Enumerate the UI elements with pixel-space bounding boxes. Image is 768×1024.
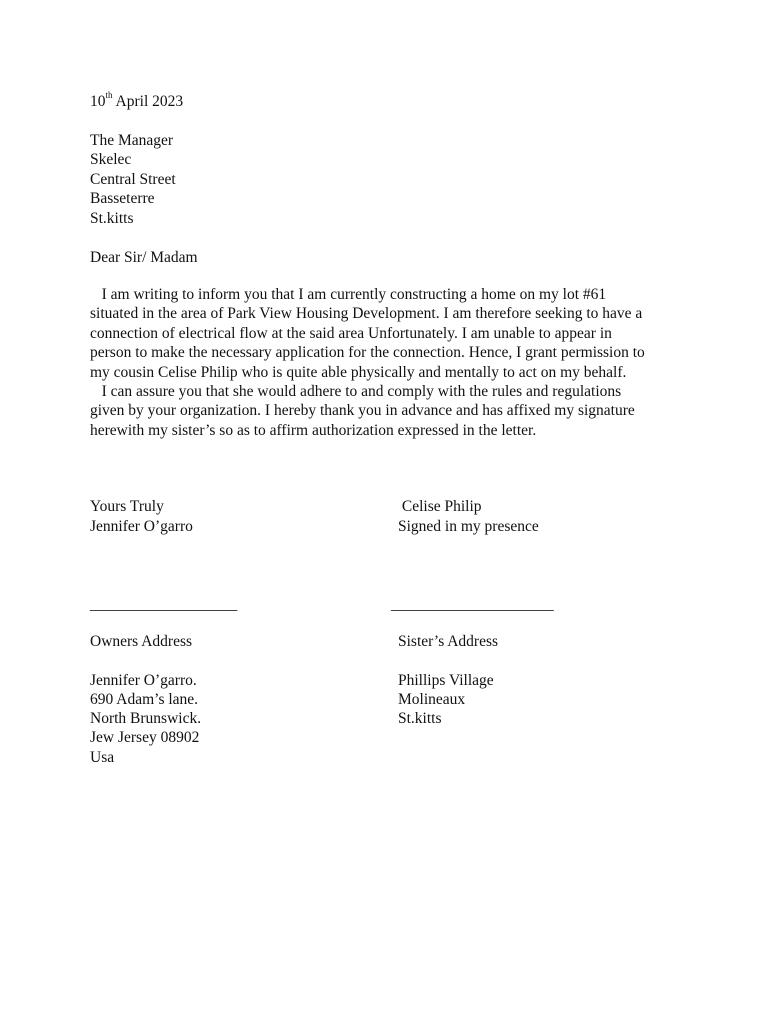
letter-body <box>90 285 690 440</box>
body-line: situated in the area of Park View Housing Development. I am therefore seeking to have a <box>90 305 643 323</box>
body-line: I can assure you that she would adhere to and comply with the rules and regulations <box>90 383 622 401</box>
sisters-address <box>398 632 498 728</box>
letter-date <box>90 89 184 111</box>
date-month-year: April 2023 <box>112 93 184 110</box>
sisters-address-heading: Sister’s Address <box>398 633 499 650</box>
closing: Yours Truly <box>90 498 164 515</box>
body-line: connection of electrical flow at the said area Unfortunately. I am unable to appear in <box>90 324 612 342</box>
salutation: Dear Sir/ Madam <box>90 249 198 266</box>
recipient-line: Skelec <box>90 151 132 169</box>
recipient-line: St.kitts <box>90 209 134 227</box>
spacer <box>398 651 498 670</box>
owners-address-line: 690 Adam’s lane. <box>90 690 199 708</box>
owners-address-heading: Owners Address <box>90 633 193 650</box>
owners-address-line: Jennifer O’garro. <box>90 671 197 689</box>
recipient-line: Central Street <box>90 170 176 188</box>
body-line: person to make the necessary application for the connection. Hence, I grant permission to <box>90 344 645 362</box>
signature-block-witness <box>398 497 539 537</box>
owners-address-line: Usa <box>90 748 115 766</box>
signature-line-witness: _____________________ <box>391 596 554 613</box>
signature-line-owner: ___________________ <box>90 596 238 613</box>
sisters-address-line: Molineaux <box>398 690 466 708</box>
recipient-address <box>90 131 176 228</box>
body-line: given by your organization. I hereby thank you in advance and has affixed my signature <box>90 402 635 420</box>
owners-address-line: North Brunswick. <box>90 710 202 728</box>
spacer <box>90 651 201 670</box>
owners-address <box>90 632 201 767</box>
recipient-line: Basseterre <box>90 190 155 208</box>
body-line: my cousin Celise Philip who is quite able physically and mentally to act on my behalf. <box>90 363 627 381</box>
sisters-address-line: St.kitts <box>398 710 442 728</box>
body-line: I am writing to inform you that I am currently constructing a home on my lot #61 <box>90 286 607 303</box>
signature-block-owner <box>90 497 193 537</box>
witness-name: Celise Philip <box>398 498 482 515</box>
recipient-line: The Manager <box>90 132 174 149</box>
date-day: 10 <box>90 93 106 110</box>
owners-address-line: Jew Jersey 08902 <box>90 729 200 747</box>
date-ordinal: th <box>105 89 113 100</box>
body-line: herewith my sister’s so as to affirm authorization expressed in the letter. <box>90 421 537 439</box>
sisters-address-line: Phillips Village <box>398 671 494 689</box>
owner-name: Jennifer O’garro <box>90 518 193 535</box>
witness-note: Signed in my presence <box>398 518 539 535</box>
